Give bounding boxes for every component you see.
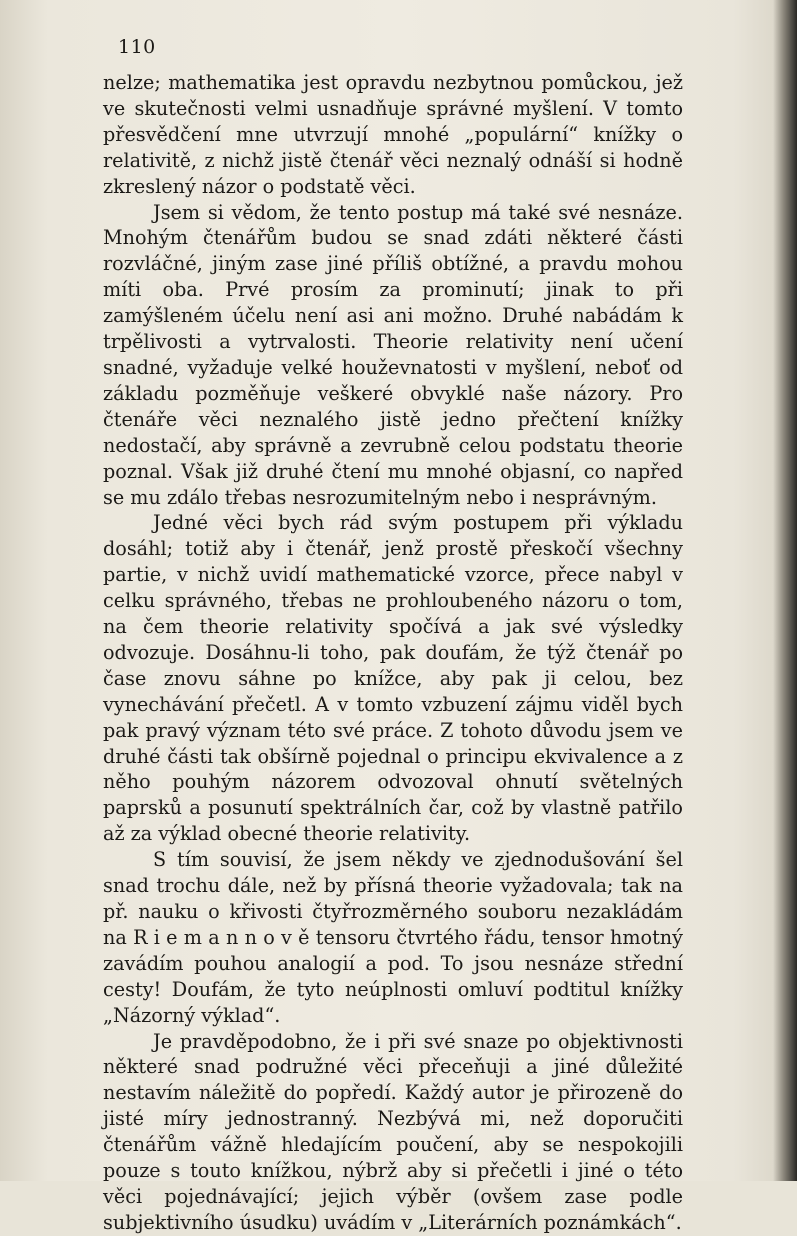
paragraph: nelze; mathematika jest opravdu nezbytnou pomůckou, jež ve skutečnosti velmi usnadňuje správné myšlení. V tomto přesvědčení mne utvrzují mnohé „populární“ knížky o relativitě, z nichž jistě čtenář věci neznalý odnáší si hodně zkreslený názor o podstatě věci. (103, 71, 683, 198)
paragraph: Jedné věci bych rád svým postupem při výkladu dosáhl; totiž aby i čtenář, jenž prostě přeskočí všechny partie, v nichž uvidí mathematické vzorce, přece nabyl v celku správného, třebas ne prohloubeného názoru o tom, na čem theorie relativity spočívá a jak své výsledky odvozuje. Dosáhnu-li toho, pak doufám, že týž čtenář po čase znovu sáhne po knížce, aby pak ji celou, bez vynechávání přečetl. A v tomto vzbuzení zájmu viděl bych pak pravý význam této své práce. Z tohoto důvodu jsem ve druhé části tak obšírně pojednal o principu ekvivalence a z něho pouhým názorem odvozoval ohnutí světelných paprsků a posunutí spektrálních čar, což by vlastně patřilo až za výklad obecné theorie relativity. (103, 511, 683, 846)
body-text (103, 70, 683, 1236)
paragraph: Je pravděpodobno, že i při své snaze po objektivnosti některé snad podružné věci přeceňuji a jiné důležité nestavím náležitě do popředí. Každý autor je přirozeně do jisté míry jednostranný. Nezbývá mi, než doporučiti čtenářům vážně hledajícím poučení, aby se nespokojili pouze s touto knížkou, nýbrž aby si přečetli i jiné o této věci pojednávající; jejich výběr (ovšem zase podle subjektivního úsudku) uvádím v „Literárních poznámkách“. (103, 1029, 683, 1234)
page-edge-shadow (773, 0, 797, 1181)
paragraph: S tím souvisí, že jsem někdy ve zjednodušování šel snad trochu dále, než by přísná theorie vyžadovala; tak na př. nauku o křivosti čtyřrozměrného souboru nezakládám na R i e m a n n o v ě tensoru čtvrtého řádu, tensor hmotný zavádím pouhou analogií a pod. To jsou nesnáze střední cesty! Doufám, že tyto neúplnosti omluví podtitul knížky „Názorný výklad“. (103, 848, 683, 1027)
page-number: 110 (118, 36, 156, 58)
paragraph: Jsem si vědom, že tento postup má také své nesnáze. Mnohým čtenářům budou se snad zdáti některé části rozvláčné, jiným zase jiné příliš obtížné, a pravdu mohou míti oba. Prvé prosím za prominutí; jinak to při zamýšleném účelu není asi ani možno. Druhé nabádám k trpělivosti a vytrvalosti. Theorie relativity není učení snadné, vyžaduje velké houževnatosti v myšlení, neboť od základu pozměňuje veškeré obvyklé naše názory. Pro čtenáře věci neznalého jistě jedno přečtení knížky nedostačí, aby správně a zevrubně celou podstatu theorie poznal. Však již druhé čtení mu mnohé objasní, co napřed se mu zdálo třebas nesrozumitelným nebo i nesprávným. (103, 200, 683, 509)
